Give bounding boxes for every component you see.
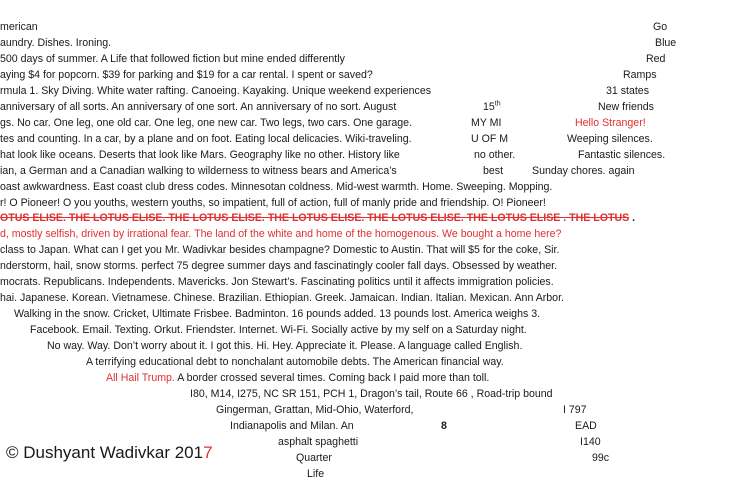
poem-line: merican <box>0 21 38 33</box>
poem-line-mid: 8 <box>441 420 447 432</box>
poem-line: gs. No car. One leg, one old car. One leg, one new car. Two legs, two cars. One garage. <box>0 117 413 129</box>
poem-line: 500 days of summer. A Life that followed fiction but mine ended differently <box>0 53 345 65</box>
poem-line-right: Fantastic silences. <box>578 149 666 161</box>
poem-line: Life <box>307 468 325 480</box>
poem-line-right: I 797 <box>563 404 587 416</box>
poem-line-right: I140 <box>580 436 601 448</box>
poem-line: A terrifying educational debt to nonchalant automobile debts. The American financial way. <box>86 356 504 368</box>
poem-line: I80, M14, I275, NC SR 151, PCH 1, Dragon’s tail, Route 66 , Road-trip bound <box>190 388 553 400</box>
poem-line-right: 99c <box>592 452 610 464</box>
copyright-notice: © Dushyant Wadivkar 2017 <box>6 443 213 462</box>
poem-line: anniversary of all sorts. An anniversary of one sort. An anniversary of no sort. August <box>0 101 397 113</box>
poem-line: aying $4 for popcorn. $39 for parking and $19 for a car rental. I spent or saved? <box>0 69 373 81</box>
poem-line-mid: MY MI <box>471 117 502 129</box>
poem-line: r! O Pioneer! O you youths, western youths, so impatient, full of action, full of manly pride and friendship. O! Pioneer! <box>0 197 546 209</box>
poem-line: Facebook. Email. Texting. Orkut. Friendster. Internet. Wi-Fi. Socially active by my self on a Saturday night. <box>30 324 527 336</box>
poem-line: Indianapolis and Milan. An <box>230 420 354 432</box>
poem-line-right: EAD <box>575 420 597 432</box>
poem-line-right: Red <box>646 53 666 65</box>
poem-line-right: Ramps <box>623 69 657 81</box>
poem-line-right: Go <box>653 21 668 33</box>
poem-line-right: Blue <box>655 37 677 49</box>
poem-line: Quarter <box>296 452 332 464</box>
poem-line: Gingerman, Grattan, Mid-Ohio, Waterford, <box>216 404 414 416</box>
poem-line: nderstorm, hail, snow storms. perfect 75 degree summer days and fascinatingly cooler fall days. Obsessed by weather. <box>0 260 558 272</box>
poem-line-right: Weeping silences. <box>567 133 653 145</box>
poem-line: mocrats. Republicans. Independents. Mavericks. Jon Stewart’s. Fascinating politics until it affects immigration policies. <box>0 276 554 288</box>
poem-line: tes and counting. In a car, by a plane and on foot. Eating local delicacies. Wiki-traveling. <box>0 133 412 145</box>
poem-line-mid: 15th <box>483 100 501 113</box>
poem-line: oast awkwardness. East coast club dress codes. Minnesotan coldness. Mid-west warmth. Home. Sweeping. Mopping. <box>0 181 553 193</box>
poem-line: asphalt spaghetti <box>278 436 359 448</box>
poem-line-mid: best <box>483 165 504 177</box>
poem-line: rmula 1. Sky Diving. White water rafting. Canoeing. Kayaking. Unique weekend experiences <box>0 85 432 97</box>
poem-line: ian, a German and a Canadian walking to wilderness to witness bears and America’s <box>0 165 397 177</box>
lotus-elise-line: OTUS ELISE. THE LOTUS ELISE. THE LOTUS ELISE. THE LOTUS ELISE. THE LOTUS ELISE. THE LOTUS ELISE . THE LOTUS . <box>0 212 636 224</box>
poem-line: hai. Japanese. Korean. Vietnamese. Chinese. Brazilian. Ethiopian. Greek. Jamaican. Indian. Italian. Mexican. Ann Arbor. <box>0 292 564 304</box>
poem-line: No way. Way. Don’t worry about it. I got this. Hi. Hey. Appreciate it. Please. A language called English. <box>47 340 523 352</box>
poem-line: class to Japan. What can I get you Mr. Wadivkar besides champagne? Domestic to Austin. That will $5 for the coke, Sir. <box>0 244 560 256</box>
poem-line: hat look like oceans. Deserts that look like Mars. Geography like no other. History like <box>0 149 400 161</box>
poem-line: Walking in the snow. Cricket, Ultimate Frisbee. Badminton. 16 pounds added. 13 pounds lost. America weighs 3. <box>14 308 541 320</box>
poem-line-mid: U OF M <box>471 133 509 145</box>
poem-line-right: Sunday chores. again <box>532 165 635 177</box>
poem-line-right: 31 states <box>606 85 649 97</box>
poem-line-mid: no other. <box>474 149 516 161</box>
poem-line-red: d, mostly selfish, driven by irrational fear. The land of the white and home of the homogenous. We bought a home here? <box>0 228 562 240</box>
hello-stranger-text: Hello Stranger! <box>575 117 646 129</box>
poem-line: aundry. Dishes. Ironing. <box>0 37 112 49</box>
poem-line-right: New friends <box>598 101 654 113</box>
poem-line: All Hail Trump. A border crossed several times. Coming back I paid more than toll. <box>106 372 490 384</box>
